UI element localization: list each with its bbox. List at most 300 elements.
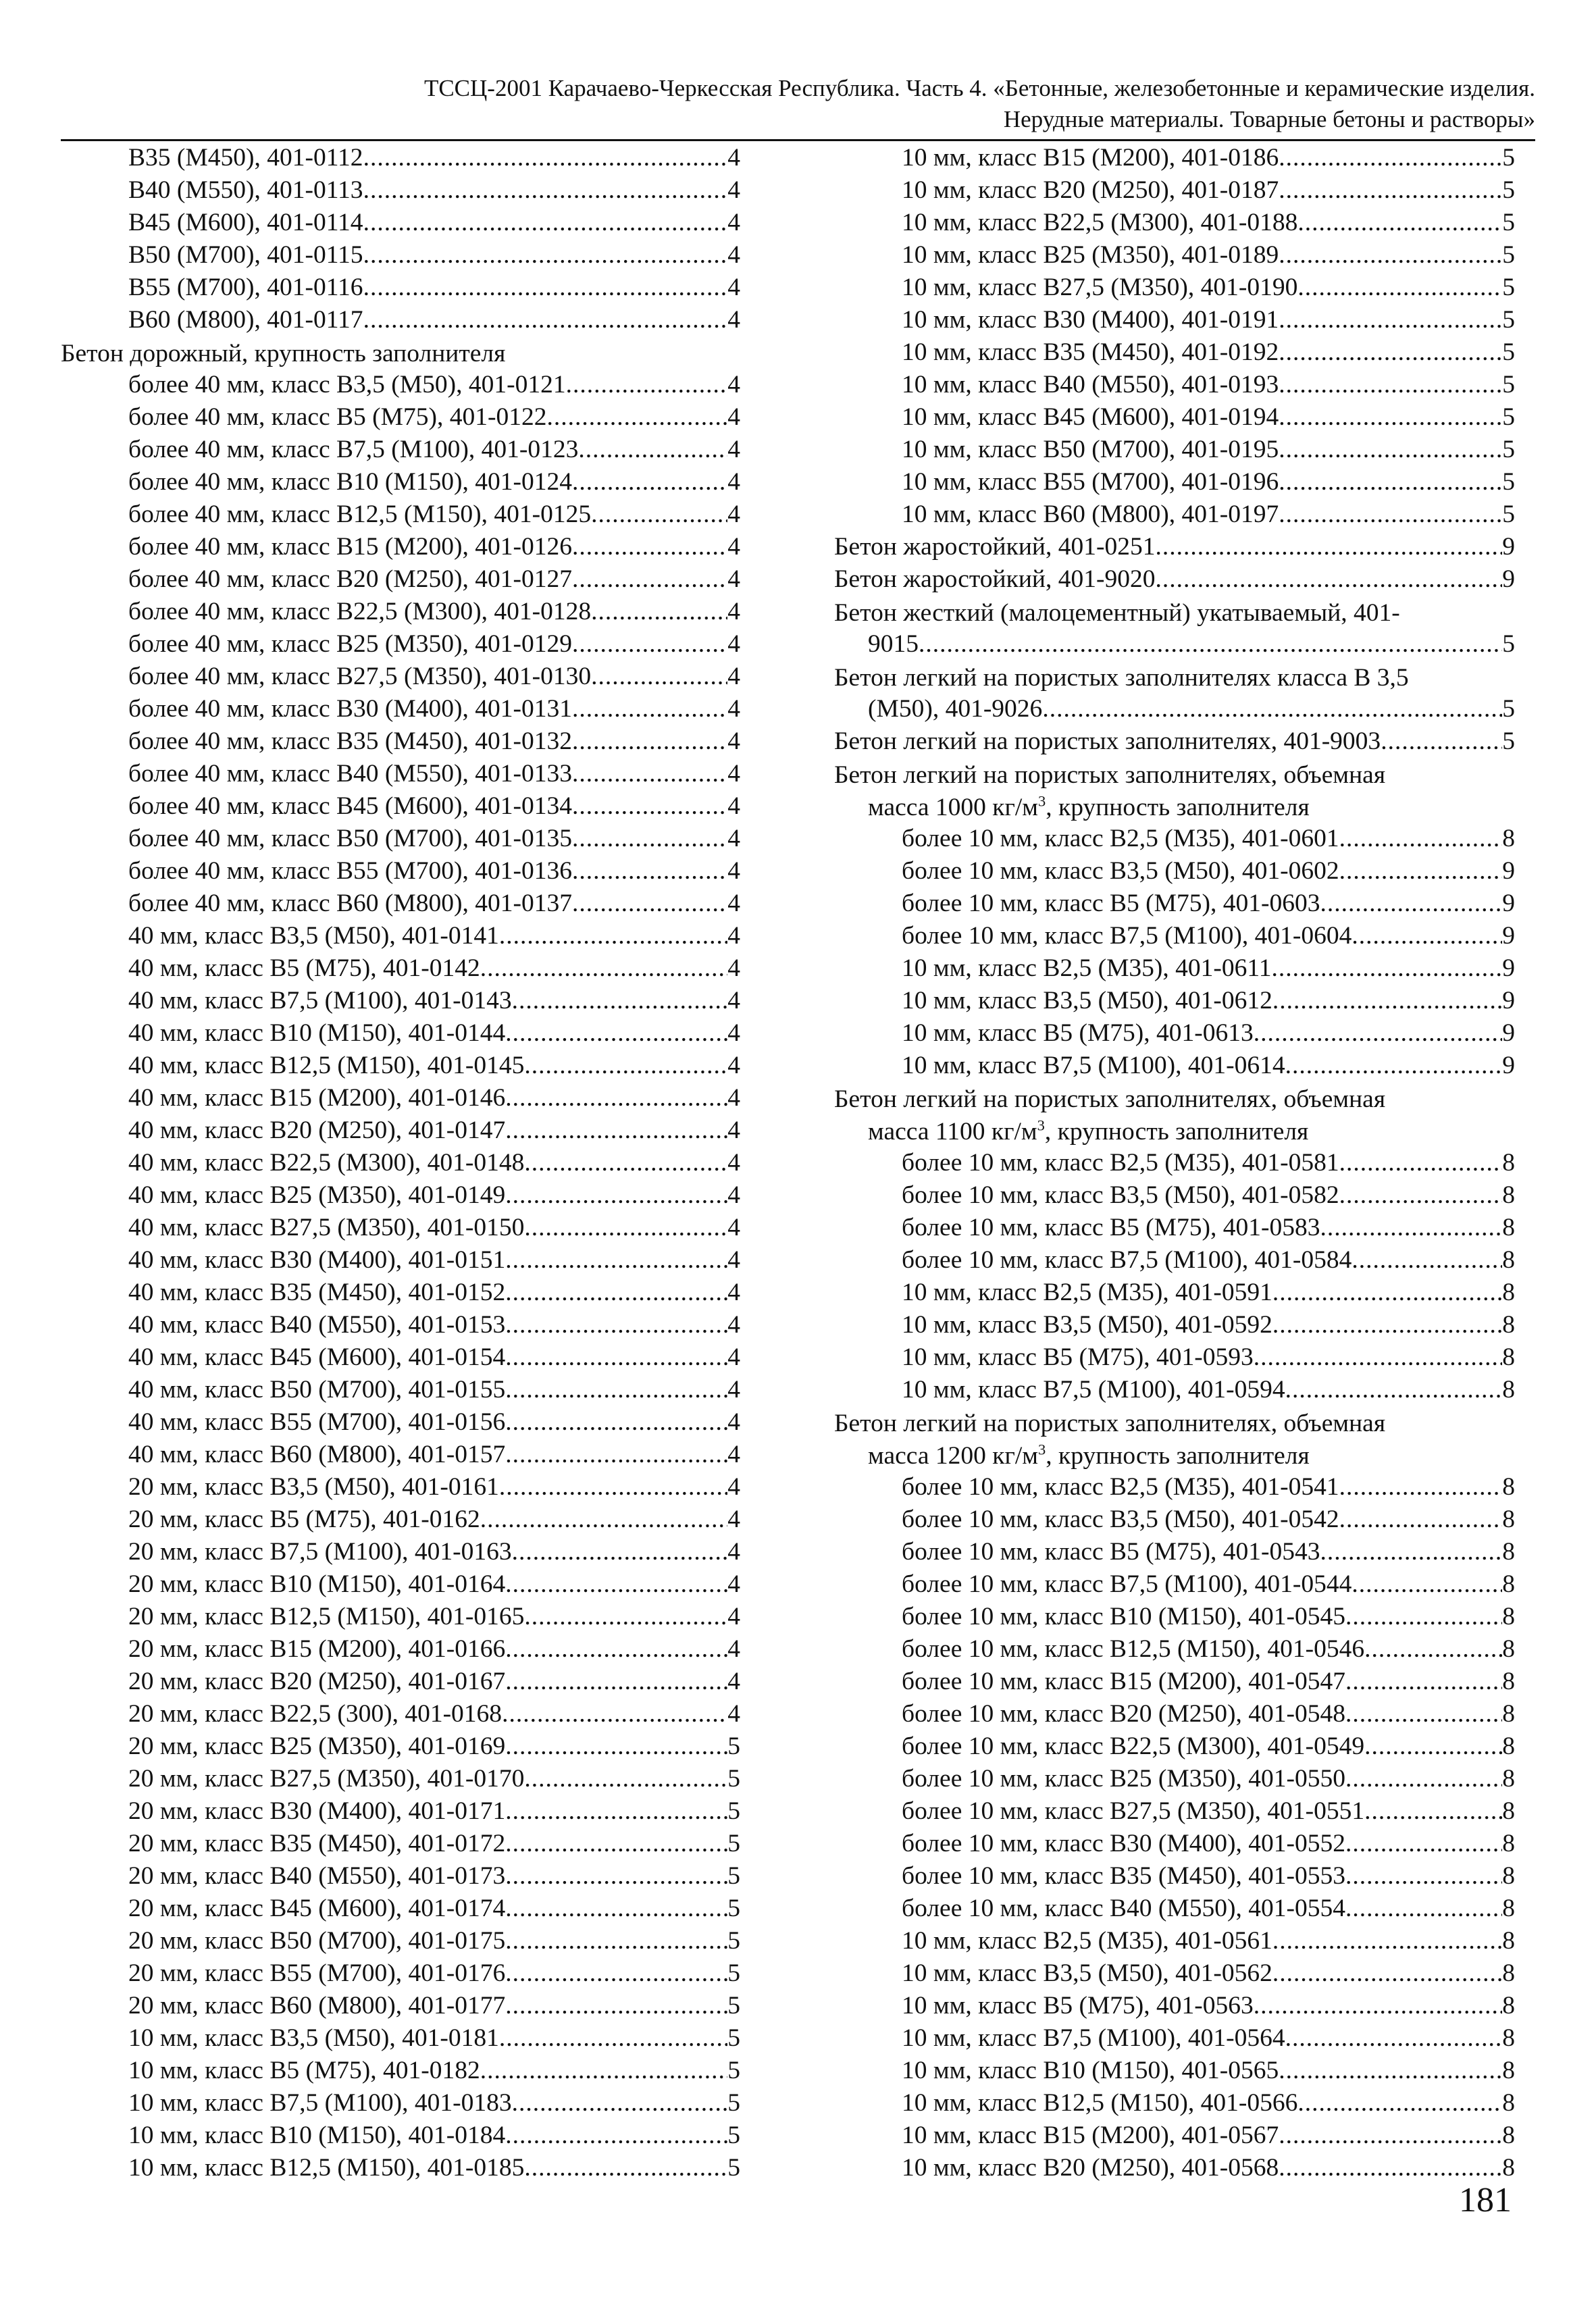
- dot-leader: [1345, 1863, 1502, 1889]
- entry-label: более 10 мм, класс B7,5 (M100), 401-0604: [902, 922, 1352, 950]
- entry-label: 10 мм, класс B22,5 (M300), 401-0188: [902, 209, 1298, 236]
- entry-label: 20 мм, класс B22,5 (300), 401-0168: [128, 1700, 503, 1728]
- dot-leader: [572, 794, 727, 819]
- entry-page-number: 5: [1502, 176, 1515, 204]
- index-entry: [61, 1083, 740, 1116]
- dot-leader: [572, 632, 727, 657]
- index-entry: [61, 500, 740, 532]
- index-entry: [834, 1213, 1515, 1245]
- index-heading: [834, 1083, 1515, 1116]
- index-entry: [61, 597, 740, 629]
- entry-page-number: 9: [1502, 1019, 1515, 1047]
- dot-leader: [1272, 1961, 1502, 1986]
- entry-label: более 10 мм, класс B7,5 (M100), 401-0544: [902, 1570, 1352, 1598]
- entry-label: 20 мм, класс B15 (M200), 401-0166: [128, 1635, 506, 1663]
- heading-text: Бетон легкий на пористых заполнителях, объемная: [834, 1085, 1386, 1113]
- entry-page-number: 4: [727, 1603, 740, 1630]
- dot-leader: [572, 858, 727, 884]
- index-entry: [61, 727, 740, 759]
- dot-leader: [1364, 1734, 1502, 1759]
- dot-leader: [1364, 1799, 1502, 1824]
- entry-page-number: 8: [1502, 1149, 1515, 1177]
- index-entry: [61, 370, 740, 403]
- index-entry: [61, 1635, 740, 1667]
- header-line-2: Нерудные материалы. Товарные бетоны и растворы»: [1003, 106, 1535, 132]
- entry-label: 40 мм, класс B5 (M75), 401-0142: [128, 954, 480, 982]
- entry-label: 20 мм, класс B10 (M150), 401-0164: [128, 1570, 506, 1598]
- index-entry: [61, 1375, 740, 1408]
- dot-leader: [591, 502, 727, 528]
- index-entry: [834, 565, 1515, 597]
- dot-leader: [505, 1572, 727, 1597]
- entry-label: 20 мм, класс B35 (M450), 401-0172: [128, 1830, 506, 1857]
- dot-leader: [505, 1085, 727, 1111]
- dot-leader: [591, 664, 727, 690]
- entry-page-number: 5: [727, 1797, 740, 1825]
- entry-label: B50 (M700), 401-0115: [128, 241, 363, 269]
- entry-label: более 10 мм, класс B10 (M150), 401-0545: [902, 1603, 1345, 1630]
- entry-label: более 40 мм, класс B3,5 (M50), 401-0121: [128, 371, 566, 398]
- index-entry: [834, 1537, 1515, 1570]
- entry-label: 40 мм, класс B20 (M250), 401-0147: [128, 1116, 506, 1144]
- index-entry: [61, 1570, 740, 1602]
- dot-leader: [480, 1507, 727, 1533]
- dot-leader: [1279, 242, 1502, 268]
- dot-leader: [1272, 956, 1503, 981]
- dot-leader: [1279, 2123, 1502, 2149]
- dot-leader: [502, 1701, 727, 1727]
- superscript: 3: [1037, 1116, 1045, 1134]
- entry-label: 10 мм, класс B27,5 (M350), 401-0190: [902, 274, 1298, 301]
- entry-page-number: 5: [1502, 144, 1515, 172]
- entry-page-number: 4: [727, 1538, 740, 1566]
- entry-page-number: 8: [1502, 1765, 1515, 1793]
- dot-leader: [505, 1183, 727, 1208]
- entry-label: более 10 мм, класс B5 (M75), 401-0583: [902, 1214, 1320, 1241]
- entry-label: более 40 мм, класс B7,5 (M100), 401-0123: [128, 436, 579, 463]
- index-entry: [834, 856, 1515, 889]
- dot-leader: [1272, 1312, 1502, 1338]
- dot-leader: [1345, 1604, 1502, 1630]
- entry-page-number: 4: [727, 1149, 740, 1177]
- dot-leader: [1345, 1669, 1502, 1695]
- index-entry: [834, 1667, 1515, 1699]
- index-entry: [61, 1148, 740, 1181]
- entry-page-number: 4: [727, 403, 740, 431]
- dot-leader: [1279, 405, 1502, 430]
- entry-page-number: 4: [727, 1408, 740, 1436]
- dot-leader: [505, 1637, 727, 1662]
- index-entry: [834, 1797, 1515, 1829]
- entry-page-number: 8: [1502, 1668, 1515, 1695]
- dot-leader: [572, 891, 727, 917]
- entry-label: 10 мм, класс B45 (M600), 401-0194: [902, 403, 1279, 431]
- dot-leader: [1272, 988, 1502, 1014]
- entry-label: 40 мм, класс B22,5 (M300), 401-0148: [128, 1149, 525, 1177]
- entry-label: более 10 мм, класс B27,5 (M350), 401-0551: [902, 1797, 1365, 1825]
- entry-page-number: 4: [727, 727, 740, 755]
- superscript: 3: [1038, 792, 1046, 810]
- dot-leader: [1279, 437, 1502, 463]
- entry-page-number: 4: [727, 1116, 740, 1144]
- index-entry: [61, 1959, 740, 1991]
- entry-page-number: 4: [727, 857, 740, 885]
- dot-leader: [499, 923, 727, 949]
- index-entry: [61, 1472, 740, 1505]
- index-entry: [61, 403, 740, 435]
- entry-label: 10 мм, класс B10 (M150), 401-0184: [128, 2122, 506, 2149]
- entry-page-number: 5: [1502, 209, 1515, 236]
- entry-label: 10 мм, класс B5 (M75), 401-0593: [902, 1343, 1254, 1371]
- entry-label: более 10 мм, класс B5 (M75), 401-0543: [902, 1538, 1320, 1566]
- entry-page-number: 8: [1502, 1830, 1515, 1857]
- entry-page-number: 8: [1502, 1959, 1515, 1987]
- entry-page-number: 9: [1502, 533, 1515, 561]
- entry-label: 9015: [868, 630, 919, 658]
- entry-label: 10 мм, класс B3,5 (M50), 401-0562: [902, 1959, 1272, 1987]
- entry-label: 10 мм, класс B20 (M250), 401-0568: [902, 2154, 1279, 2182]
- index-entry: [61, 1926, 740, 1959]
- index-entry: [834, 1635, 1515, 1667]
- index-entry: [61, 759, 740, 792]
- entry-label: более 10 мм, класс B30 (M400), 401-0552: [902, 1830, 1345, 1857]
- index-entry: [834, 2056, 1515, 2088]
- index-entry: [61, 1181, 740, 1213]
- entry-label: 20 мм, класс B45 (M600), 401-0174: [128, 1895, 506, 1922]
- entry-page-number: 4: [727, 1700, 740, 1728]
- dot-leader: [1297, 210, 1502, 236]
- entry-label: B45 (M600), 401-0114: [128, 209, 363, 236]
- dot-leader: [1320, 891, 1502, 917]
- entry-page-number: 8: [1502, 1376, 1515, 1404]
- dot-leader: [1297, 2090, 1502, 2116]
- entry-label: более 40 мм, класс B10 (M150), 401-0124: [128, 468, 572, 496]
- index-entry: [834, 954, 1515, 986]
- dot-leader: [363, 242, 728, 268]
- entry-label: 40 мм, класс B25 (M350), 401-0149: [128, 1181, 506, 1209]
- dot-leader: [505, 1896, 727, 1922]
- dot-leader: [1155, 534, 1502, 560]
- dot-leader: [1320, 1539, 1502, 1565]
- entry-page-number: 4: [727, 1441, 740, 1468]
- index-entry: [834, 305, 1515, 338]
- index-entry: [834, 2121, 1515, 2153]
- heading-text-tail: , крупность заполнителя: [1044, 1118, 1309, 1146]
- dot-leader: [1339, 826, 1503, 852]
- dot-leader: [1339, 1183, 1503, 1208]
- entry-page-number: 4: [727, 792, 740, 820]
- index-entry: [834, 1732, 1515, 1764]
- dot-leader: [363, 178, 728, 203]
- index-entry: [834, 986, 1515, 1019]
- entry-page-number: 4: [727, 371, 740, 398]
- index-entry: [834, 1959, 1515, 1991]
- entry-page-number: 5: [727, 1959, 740, 1987]
- dot-leader: [505, 1961, 727, 1986]
- dot-leader: [1339, 1507, 1503, 1533]
- dot-leader: [524, 1215, 727, 1241]
- index-entry: [834, 1019, 1515, 1051]
- heading-text: Бетон легкий на пористых заполнителях, объемная: [834, 761, 1386, 789]
- index-heading: [834, 597, 1515, 629]
- dot-leader: [1297, 275, 1502, 301]
- index-entry: [834, 824, 1515, 856]
- dot-leader: [1320, 1215, 1502, 1241]
- dot-leader: [1285, 1377, 1503, 1403]
- index-entry: [61, 2056, 740, 2088]
- entry-page-number: 8: [1502, 1635, 1515, 1663]
- entry-label: более 10 мм, класс B15 (M200), 401-0547: [902, 1668, 1345, 1695]
- entry-label: 20 мм, класс B60 (M800), 401-0177: [128, 1992, 506, 2020]
- entry-label: более 10 мм, класс B2,5 (M35), 401-0541: [902, 1473, 1339, 1501]
- dot-leader: [1254, 1021, 1502, 1046]
- entry-label: 10 мм, класс B3,5 (M50), 401-0592: [902, 1311, 1272, 1339]
- entry-page-number: 8: [1502, 1181, 1515, 1209]
- dot-leader: [505, 1993, 727, 2019]
- entry-page-number: 8: [1502, 825, 1515, 852]
- entry-label: 10 мм, класс B50 (M700), 401-0195: [902, 436, 1279, 463]
- entry-page-number: 9: [1502, 565, 1515, 593]
- dot-leader: [1345, 1896, 1502, 1922]
- entry-label: 10 мм, класс B5 (M75), 401-0563: [902, 1992, 1254, 2020]
- entry-page-number: 8: [1502, 2089, 1515, 2117]
- dot-leader: [572, 729, 727, 754]
- page-number: 181: [1459, 2181, 1512, 2219]
- entry-label: более 10 мм, класс B2,5 (M35), 401-0581: [902, 1149, 1339, 1177]
- index-entry: [834, 435, 1515, 467]
- index-heading: [834, 1116, 1515, 1148]
- entry-label: 40 мм, класс B10 (M150), 401-0144: [128, 1019, 506, 1047]
- index-entry: [834, 240, 1515, 273]
- heading-text-tail: , крупность заполнителя: [1046, 1442, 1310, 1470]
- dot-leader: [1272, 1928, 1502, 1954]
- entry-label: 20 мм, класс B7,5 (M100), 401-0163: [128, 1538, 512, 1566]
- entry-page-number: 5: [1502, 468, 1515, 496]
- index-entry: [61, 1797, 740, 1829]
- entry-page-number: 5: [727, 1992, 740, 2020]
- entry-page-number: 5: [727, 1732, 740, 1760]
- dot-leader: [505, 2123, 727, 2149]
- dot-leader: [505, 1312, 727, 1338]
- dot-leader: [1155, 567, 1502, 592]
- entry-label: более 10 мм, класс B22,5 (M300), 401-0549: [902, 1732, 1365, 1760]
- dot-leader: [505, 1280, 727, 1306]
- entry-page-number: 4: [727, 890, 740, 917]
- index-entry: [61, 856, 740, 889]
- entry-label: 10 мм, класс B15 (M200), 401-0567: [902, 2122, 1279, 2149]
- dot-leader: [572, 826, 727, 852]
- entry-label: более 10 мм, класс B40 (M550), 401-0554: [902, 1895, 1345, 1922]
- entry-page-number: 5: [1502, 306, 1515, 334]
- entry-label: более 40 мм, класс B50 (M700), 401-0135: [128, 825, 572, 852]
- index-entry: [61, 1991, 740, 2024]
- entry-page-number: 4: [727, 1473, 740, 1501]
- entry-page-number: 5: [727, 2024, 740, 2052]
- index-entry: [834, 629, 1515, 662]
- heading-text: Бетон легкий на пористых заполнителях, объемная: [834, 1410, 1386, 1437]
- entry-page-number: 4: [727, 209, 740, 236]
- entry-page-number: 8: [1502, 2122, 1515, 2149]
- entry-page-number: 4: [727, 922, 740, 950]
- index-entry: [61, 467, 740, 500]
- entry-page-number: 8: [1502, 1246, 1515, 1274]
- heading-text-tail: , крупность заполнителя: [1046, 794, 1310, 821]
- index-entry: [834, 1991, 1515, 2024]
- entry-page-number: 5: [727, 1765, 740, 1793]
- heading-text: масса 1100 кг/м: [868, 1118, 1037, 1146]
- entry-label: 40 мм, класс B60 (M800), 401-0157: [128, 1441, 506, 1468]
- index-entry: [834, 889, 1515, 921]
- index-entry: [61, 629, 740, 662]
- entry-page-number: 4: [727, 1376, 740, 1404]
- entry-label: более 40 мм, класс B5 (M75), 401-0122: [128, 403, 547, 431]
- dot-leader: [1279, 340, 1502, 365]
- dot-leader: [499, 1474, 727, 1500]
- index-column-left: [61, 143, 740, 2186]
- heading-text: Бетон дорожный, крупность заполнителя: [61, 340, 506, 367]
- index-entry: [834, 500, 1515, 532]
- entry-page-number: 8: [1502, 1214, 1515, 1241]
- dot-leader: [1352, 1572, 1502, 1597]
- entry-page-number: 8: [1502, 1311, 1515, 1339]
- entry-page-number: 9: [1502, 987, 1515, 1014]
- entry-label: 10 мм, класс B60 (M800), 401-0197: [902, 500, 1279, 528]
- dot-leader: [1042, 696, 1502, 722]
- dot-leader: [591, 599, 727, 625]
- dot-leader: [1279, 307, 1502, 333]
- index-entry: [61, 986, 740, 1019]
- index-entry: [834, 694, 1515, 727]
- entry-page-number: 4: [727, 598, 740, 625]
- entry-label: 20 мм, класс B40 (M550), 401-0173: [128, 1862, 506, 1890]
- entry-page-number: 4: [727, 1311, 740, 1339]
- dot-leader: [363, 145, 728, 171]
- entry-page-number: 8: [1502, 1927, 1515, 1955]
- entry-page-number: 4: [727, 1668, 740, 1695]
- dot-leader: [1279, 469, 1502, 495]
- entry-page-number: 5: [727, 1927, 740, 1955]
- header-rule: [61, 139, 1535, 141]
- entry-page-number: 8: [1502, 1992, 1515, 2020]
- index-entry: [834, 727, 1515, 759]
- index-entry: [834, 176, 1515, 208]
- dot-leader: [572, 469, 727, 495]
- index-entry: [61, 240, 740, 273]
- entry-page-number: 5: [727, 1895, 740, 1922]
- index-entry: [834, 1278, 1515, 1310]
- entry-page-number: 5: [1502, 274, 1515, 301]
- entry-label: 10 мм, класс B2,5 (M35), 401-0611: [902, 954, 1272, 982]
- entry-page-number: 9: [1502, 857, 1515, 885]
- index-entry: [834, 143, 1515, 176]
- dot-leader: [578, 437, 727, 463]
- entry-label: более 10 мм, класс B7,5 (M100), 401-0584: [902, 1246, 1352, 1274]
- entry-label: (M50), 401-9026: [868, 695, 1043, 723]
- entry-page-number: 5: [727, 2057, 740, 2084]
- dot-leader: [524, 1766, 727, 1792]
- entry-label: более 10 мм, класс B5 (M75), 401-0603: [902, 890, 1320, 917]
- dot-leader: [524, 1150, 727, 1176]
- entry-page-number: 4: [727, 436, 740, 463]
- index-heading: [834, 662, 1515, 694]
- dot-leader: [572, 696, 727, 722]
- entry-page-number: 8: [1502, 1603, 1515, 1630]
- entry-label: 20 мм, класс B27,5 (M350), 401-0170: [128, 1765, 525, 1793]
- index-entry: [61, 792, 740, 824]
- index-entry: [61, 1732, 740, 1764]
- header-line-1: ТССЦ-2001 Карачаево-Черкесская Республика. Часть 4. «Бетонные, железобетонные и керамические изделия.: [423, 75, 1535, 101]
- entry-page-number: 8: [1502, 1700, 1515, 1728]
- dot-leader: [505, 1799, 727, 1824]
- dot-leader: [480, 956, 727, 981]
- index-entry: [61, 1699, 740, 1732]
- entry-label: Бетон жаростойкий, 401-0251: [834, 533, 1156, 561]
- entry-label: 20 мм, класс B5 (M75), 401-0162: [128, 1506, 480, 1533]
- dot-leader: [1279, 2058, 1502, 2084]
- entry-page-number: 5: [1502, 338, 1515, 366]
- index-entry: [61, 1829, 740, 1861]
- entry-page-number: 8: [1502, 1895, 1515, 1922]
- index-entry: [61, 2153, 740, 2186]
- index-entry: [834, 370, 1515, 403]
- entry-page-number: 8: [1502, 1473, 1515, 1501]
- dot-leader: [505, 1831, 727, 1857]
- page-header: [61, 73, 1535, 135]
- dot-leader: [505, 1345, 727, 1370]
- index-entry: [61, 1213, 740, 1245]
- dot-leader: [505, 1410, 727, 1435]
- index-heading: [834, 1408, 1515, 1440]
- dot-leader: [505, 1928, 727, 1954]
- entry-page-number: 4: [727, 274, 740, 301]
- entry-label: 10 мм, класс B10 (M150), 401-0565: [902, 2057, 1279, 2084]
- dot-leader: [1339, 1474, 1503, 1500]
- index-entry: [61, 2024, 740, 2056]
- index-entry: [834, 403, 1515, 435]
- entry-page-number: 8: [1502, 1862, 1515, 1890]
- dot-leader: [572, 534, 727, 560]
- entry-label: 10 мм, класс B3,5 (M50), 401-0612: [902, 987, 1272, 1014]
- entry-page-number: 9: [1502, 922, 1515, 950]
- index-heading: [834, 1440, 1515, 1472]
- entry-page-number: 9: [1502, 1052, 1515, 1079]
- dot-leader: [512, 1539, 728, 1565]
- entry-label: 20 мм, класс B3,5 (M50), 401-0161: [128, 1473, 499, 1501]
- index-entry: [834, 1181, 1515, 1213]
- entry-label: 40 мм, класс B55 (M700), 401-0156: [128, 1408, 506, 1436]
- entry-page-number: 5: [727, 2122, 740, 2149]
- dot-leader: [1279, 372, 1502, 398]
- entry-page-number: 4: [727, 176, 740, 204]
- entry-page-number: 4: [727, 1214, 740, 1241]
- dot-leader: [505, 1863, 727, 1889]
- index-entry: [834, 1699, 1515, 1732]
- dot-leader: [1352, 923, 1502, 949]
- entry-page-number: 5: [1502, 727, 1515, 755]
- dot-leader: [546, 405, 727, 430]
- entry-page-number: 4: [727, 500, 740, 528]
- superscript: 3: [1038, 1441, 1046, 1458]
- index-entry: [61, 1408, 740, 1440]
- index-entry: [834, 1894, 1515, 1926]
- index-entry: [834, 1310, 1515, 1343]
- entry-label: 20 мм, класс B20 (M250), 401-0167: [128, 1668, 506, 1695]
- entry-label: 40 мм, класс B3,5 (M50), 401-0141: [128, 922, 499, 950]
- entry-page-number: 8: [1502, 1538, 1515, 1566]
- entry-page-number: 5: [1502, 241, 1515, 269]
- entry-label: B60 (M800), 401-0117: [128, 306, 363, 334]
- entry-page-number: 4: [727, 306, 740, 334]
